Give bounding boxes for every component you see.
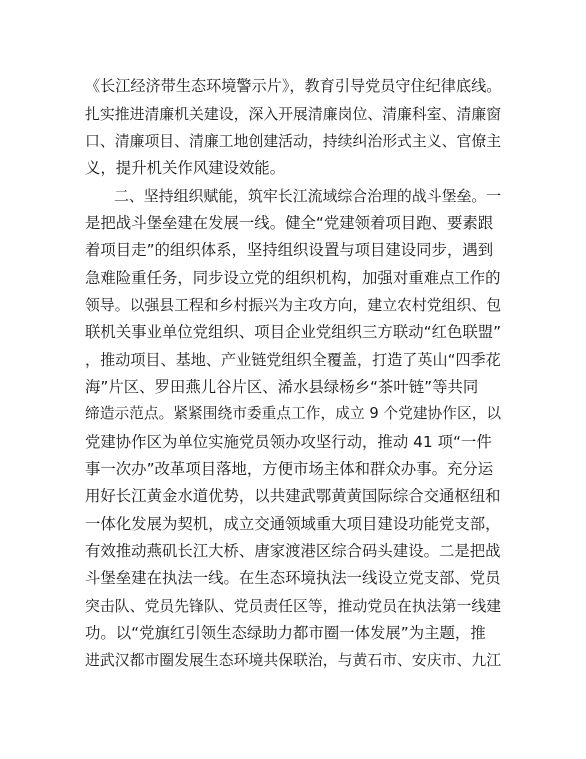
text-line: 事一次办”改革项目落地，方便市场主体和群众办事。充分运 [85, 460, 494, 478]
text-line: 党建协作区为单位实施党员领办攻坚行动，推动 41 项“一件 [85, 433, 492, 451]
text-line: 用好长江黄金水道优势，以共建武鄂黄黄国际综合交通枢纽和 [85, 487, 501, 505]
text-line: 扎实推进清廉机关建设，深入开展清廉岗位、清廉科室、清廉窗 [85, 105, 502, 123]
text-line: 联机关事业单位党组织、项目企业党组织三方联动“红色联盟” [85, 323, 502, 341]
text-line: 海”片区、罗田燕儿谷片区、浠水县绿杨乡“茶叶链”等共同 [85, 378, 479, 396]
text-line: 一体化发展为契机，成立交通领域重大项目建设功能党支部， [85, 515, 501, 533]
text-line: 突击队、党员先锋队、党员责任区等，推动党员在执法第一线建 [85, 597, 502, 615]
paragraph-heading-line: 二、坚持组织赋能，筑牢长江流域综合治理的战斗堡垒。一 [114, 187, 502, 205]
text-line: ，推动项目、基地、产业链党组织全覆盖，打造了英山“四季花 [85, 351, 501, 369]
text-line: 着项目走”的组织体系，坚持组织设置与项目建设同步，遇到 [85, 241, 494, 259]
text-line: 义，提升机关作风建设效能。 [85, 159, 286, 177]
text-line: 口、清廉项目、清廉工地创建活动，持续纠治形式主义、官僚主 [85, 132, 502, 150]
text-line: 缔造示范点。紧紧围绕市委重点工作，成立 9 个党建协作区，以 [85, 405, 502, 422]
text-line: 进武汉都市圈发展生态环境共保联治，与黄石市、安庆市、九江 [85, 651, 502, 669]
text-line: 是把战斗堡垒建在发展一线。健全“党建领着项目跑、要素跟 [85, 214, 494, 232]
text-line: 有效推动燕矶长江大桥、唐家渡港区综合码头建设。二是把战 [85, 542, 501, 560]
text-line: 斗堡垒建在执法一线。在生态环境执法一线设立党支部、党员 [85, 569, 501, 587]
text-line: 功。以“党旗红引领生态绿助力都市圈一体发展”为主题，推 [85, 624, 486, 642]
text-line: 《长江经济带生态环境警示片》，教育引导党员守住纪律底线。 [85, 77, 502, 95]
text-line: 急难险重任务，同步设立党的组织机构，加强对重难点工作的 [85, 269, 501, 287]
text-line: 领导。以强县工程和乡村振兴为主攻方向，建立农村党组织、包 [85, 296, 502, 314]
